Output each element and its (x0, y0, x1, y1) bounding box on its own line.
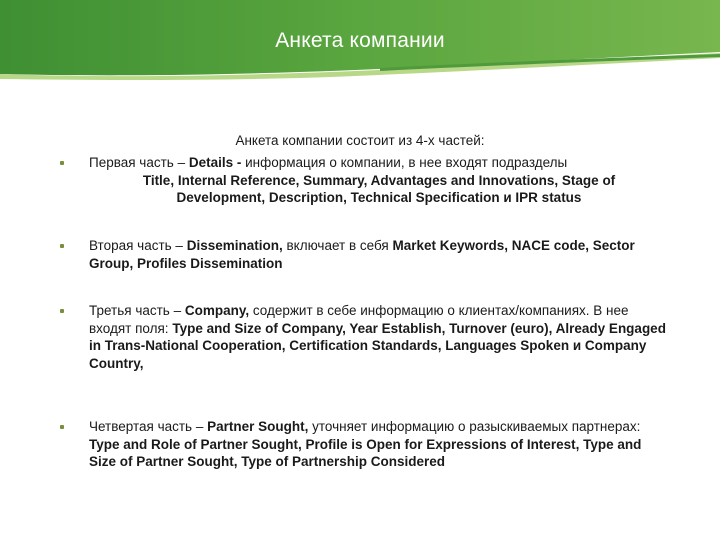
bullet-bold: Development, Description, Technical Specification и IPR status (176, 190, 582, 205)
bullet-mid: включает в себя (286, 238, 393, 253)
bullet-marker (60, 244, 64, 248)
bullet-text (89, 418, 669, 471)
bullet-line (89, 154, 669, 172)
bullet-mid: уточняет информацию о разыскиваемых партнерах: (312, 419, 641, 434)
bullet-bold: Partner Sought, (207, 419, 313, 434)
bullet-text (89, 237, 669, 272)
bullet-bold: Company, (184, 303, 253, 318)
bullet-marker (60, 425, 64, 429)
bullet-text (89, 302, 669, 372)
bullet-post: информация о компании, в нее входят подразделы (245, 155, 568, 170)
bullet-line (89, 189, 669, 207)
bullet-bold: Details - (188, 155, 246, 170)
bullet-marker (60, 161, 64, 165)
bullet-bold: Type and Role of Partner Sought, Profile is Open for Expressions of Interest, Type and Size of Partner Sought, Type of Partnership Considered (89, 436, 642, 469)
bullet-bold: Title, Internal Reference, Summary, Advantages and Innovations, Stage of (142, 172, 616, 188)
bullet-marker (60, 309, 64, 313)
title-band (0, 0, 720, 80)
bullet-bold: Type and Size of Company, Year Establish, Turnover (euro), Already Engaged in Trans-National Cooperation, Certification Standards, Languages Spoken и Company Country, (89, 320, 666, 371)
bullet-mid: содержит в себе информацию о клиентах/компаниях. В нее входят поля: (89, 303, 629, 336)
intro-text: Анкета компании состоит из 4-х частей: (235, 133, 485, 148)
bullet-text (89, 154, 669, 207)
bullet-pre: Первая часть – (89, 155, 189, 170)
slide-title: Анкета компании (275, 29, 445, 52)
bullet-bold: Market Keywords, NACE code, Sector Group, Profiles Dissemination (89, 238, 635, 271)
bullet-pre: Вторая часть – (89, 238, 187, 253)
bullet-bold: Dissemination, (186, 238, 287, 253)
bullet-pre: Третья часть – (89, 303, 185, 318)
bullet-line (89, 172, 669, 190)
bullet-pre: Четвертая часть – (89, 419, 208, 434)
